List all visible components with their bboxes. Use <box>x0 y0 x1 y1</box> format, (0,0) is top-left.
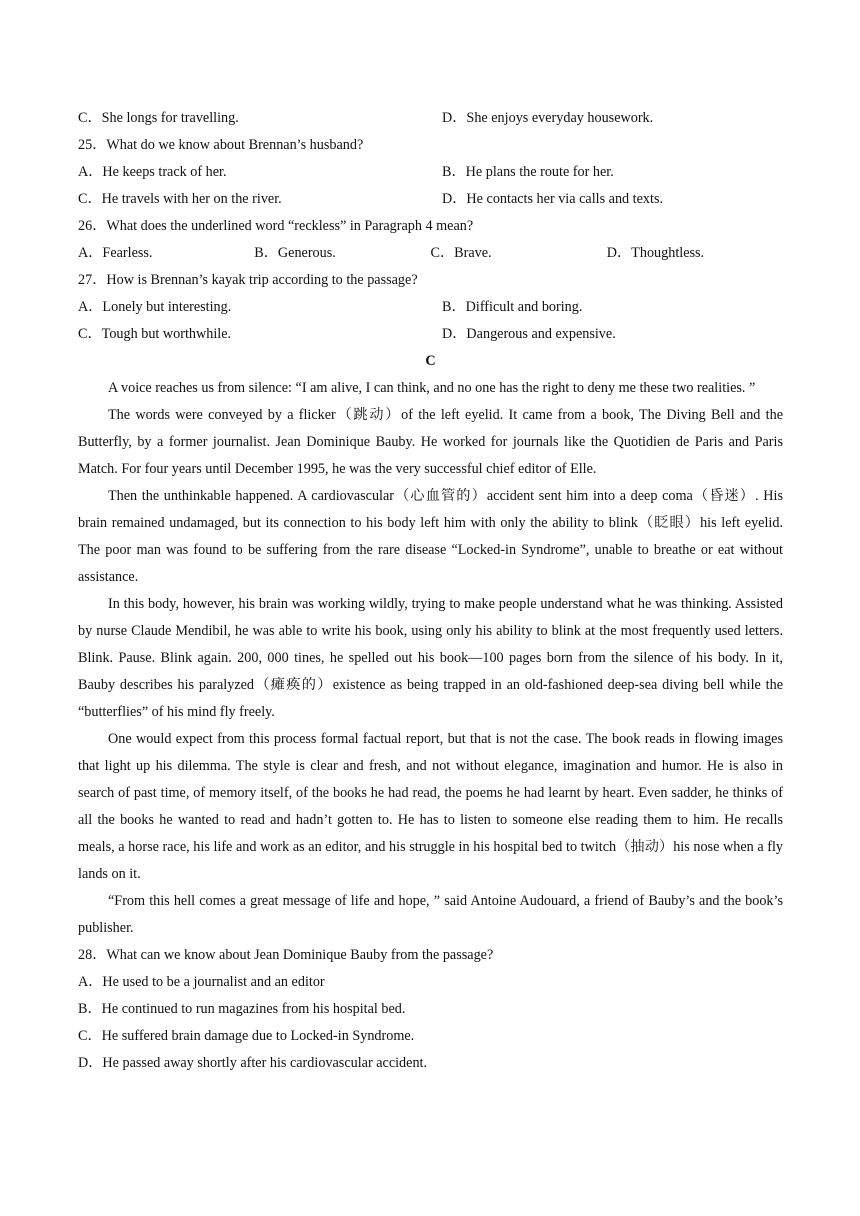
q28-stem: 28．What can we know about Jean Dominique Bauby from the passage? <box>78 947 494 963</box>
q25-option-a: A．He keeps track of her. <box>78 164 227 180</box>
q24-option-d: D．She enjoys everyday housework. <box>442 110 654 126</box>
q28-option-c: C．He suffered brain damage due to Locked-in Syndrome. <box>78 1028 415 1044</box>
q25-option-c: C．He travels with her on the river. <box>78 191 282 207</box>
q27-option-d: D．Dangerous and expensive. <box>442 326 616 342</box>
q27-stem: 27．How is Brennan’s kayak trip according to the passage? <box>78 272 418 288</box>
q25-options-row-1 <box>78 159 783 186</box>
q26-stem: 26．What does the underlined word “reckless” in Paragraph 4 mean? <box>78 218 474 234</box>
section-heading: C <box>425 353 436 369</box>
q26-option-a: A．Fearless. <box>78 245 153 261</box>
passage-paragraph-6: “From this hell comes a great message of life and hope, ” said Antoine Audouard, a friend of Bauby’s and the book’s publisher. <box>78 893 783 936</box>
q27-option-a: A．Lonely but interesting. <box>78 299 232 315</box>
exam-page <box>78 105 783 1077</box>
q27-options-row-2 <box>78 321 783 348</box>
passage-paragraph-3: Then the unthinkable happened. A cardiovascular（心血管的）accident sent him into a deep coma（昏迷）. His brain remained undamaged, but its connection to his body left him with only the ability to blink（眨眼）his left eyelid. The poor man was found to be suffering from the rare disease “Locked-in Syndrome”, unable to breathe or eat without assistance. <box>78 488 783 585</box>
q25-option-d: D．He contacts her via calls and texts. <box>442 191 664 207</box>
q26-option-d: D．Thoughtless. <box>606 245 705 261</box>
q25-stem: 25．What do we know about Brennan’s husband? <box>78 137 364 153</box>
q27-option-b: B．Difficult and boring. <box>442 299 583 315</box>
q26-option-b: B．Generous. <box>254 245 336 261</box>
passage-paragraph-1: A voice reaches us from silence: “I am alive, I can think, and no one has the right to deny me these two realities. ” <box>108 380 756 396</box>
passage-paragraph-4: In this body, however, his brain was working wildly, trying to make people understand what he was thinking. Assisted by nurse Claude Mendibil, he was able to write his book, using only his ability to blink at the most frequently used letters. Blink. Pause. Blink again. 200, 000 tines, he spelled out his book—100 pages born from the silence of his body. In it, Bauby describes his paralyzed（瘫痪的）existence as being trapped in an old-fashioned deep-sea diving bell while the “butterflies” of his mind fly freely. <box>78 596 783 720</box>
q26-options-row <box>78 240 783 267</box>
q28-option-d: D．He passed away shortly after his cardiovascular accident. <box>78 1055 428 1071</box>
q24-option-c: C．She longs for travelling. <box>78 110 239 126</box>
passage-paragraph-2: The words were conveyed by a flicker（跳动）of the left eyelid. It came from a book, The Diving Bell and the Butterfly, by a former journalist. Jean Dominique Bauby. He worked for journals like the Quotidien de Paris and Paris Match. For four years until December 1995, he was the very successful chief editor of Elle. <box>78 407 783 477</box>
passage-paragraph-5: One would expect from this process formal factual report, but that is not the case. The book reads in flowing images that light up his dilemma. The style is clear and fresh, and not without elegance, imagination and humor. He is also in search of past time, of memory itself, of the books he had read, the poems he had learnt by heart. Even sadder, he thinks of all the books he wanted to read and hadn’t gotten to. He has to listen to someone else reading them to him. He recalls meals, a horse race, his life and work as an editor, and his struggle in his hospital bed to twitch（抽动）his nose when a fly lands on it. <box>78 731 783 882</box>
q25-option-b: B．He plans the route for her. <box>442 164 614 180</box>
q24-options-row <box>78 105 783 132</box>
q28-option-b: B．He continued to run magazines from his hospital bed. <box>78 1001 406 1017</box>
q28-option-a: A．He used to be a journalist and an editor <box>78 974 325 990</box>
q26-option-c: C．Brave. <box>430 245 492 261</box>
q27-option-c: C．Tough but worthwhile. <box>78 326 232 342</box>
q25-options-row-2 <box>78 186 783 213</box>
q27-options-row-1 <box>78 294 783 321</box>
